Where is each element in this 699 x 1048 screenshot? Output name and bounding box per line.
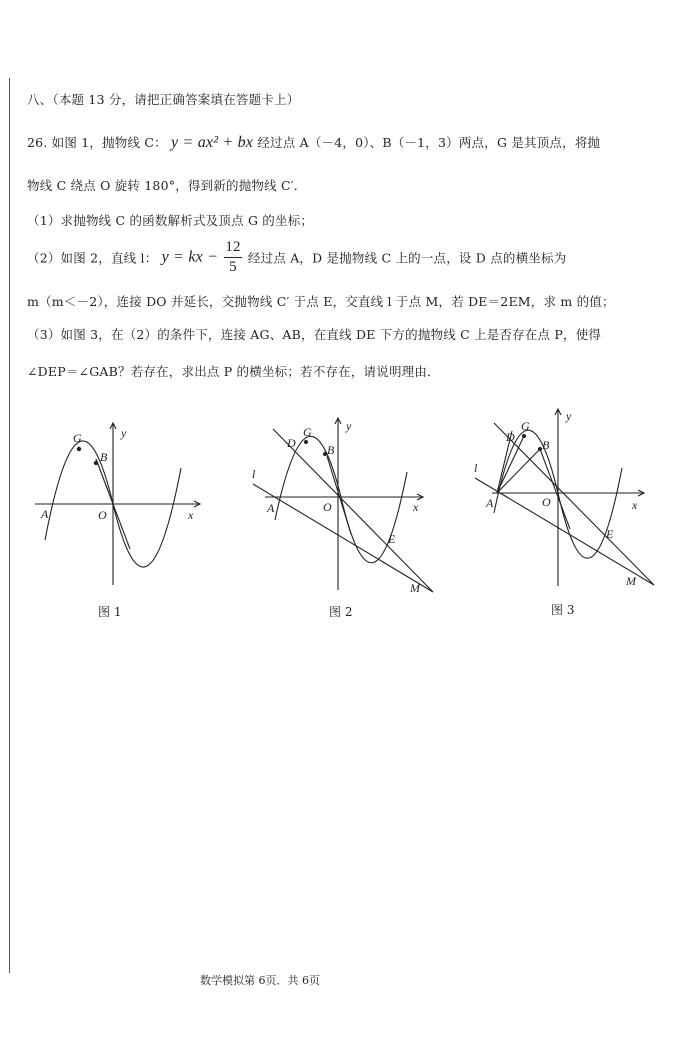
parabola-c-prime: [558, 468, 622, 558]
problem-line-2: 物线 C 绕点 O 旋转 180°，得到新的抛物线 C′．: [27, 178, 307, 193]
label-y: y: [566, 409, 572, 423]
segment-bo: [540, 449, 570, 529]
part2-suffix: 经过点 A，D 是抛物线 C 上的一点，设 D 点的横坐标为: [247, 250, 567, 266]
question-part-1: （1）求抛物线 C 的函数解析式及顶点 G 的坐标；: [27, 213, 314, 228]
label-d: D: [506, 430, 515, 444]
part2-prefix: （2）如图 2，直线 l：: [27, 250, 158, 266]
problem-intro-rest: 经过点 A（－4，0）、B（－1，3）两点，G 是其顶点，将抛: [257, 135, 601, 150]
point-g: [522, 434, 526, 438]
label-a: A: [486, 496, 494, 510]
label-b: B: [327, 443, 335, 457]
question-part-3: （3）如图 3，在（2）的条件下，连接 AG、AB，在直线 DE 下方的抛物线 C 上是否存在点 P，使得: [27, 327, 602, 342]
page-footer: 数学模拟第 6页．共 6页: [200, 974, 320, 987]
figure-2: [245, 410, 445, 605]
parabola-c-prime: [113, 468, 181, 567]
label-x: x: [632, 498, 638, 512]
parabola-formula: y = ax² + bx: [171, 134, 254, 151]
label-g: G: [303, 425, 312, 439]
label-m: M: [410, 581, 420, 595]
label-b: B: [542, 438, 550, 452]
label-y: y: [121, 426, 127, 440]
figure-2-caption: 图 2: [329, 605, 353, 619]
point-g: [304, 440, 308, 444]
question-part-3-cont: ∠DEP＝∠GAB？若存在，求出点 P 的横坐标；若不存在，请说明理由．: [27, 364, 440, 379]
label-a: A: [267, 501, 275, 515]
label-l: l: [252, 467, 256, 481]
label-o: O: [98, 508, 107, 522]
fraction: [224, 240, 241, 275]
point-g: [77, 447, 81, 451]
segment-ag: [497, 436, 524, 493]
segment-ab: [497, 449, 540, 493]
segment-bo: [327, 456, 351, 534]
label-a: A: [41, 507, 49, 521]
figure-3-caption: 图 3: [551, 603, 575, 617]
question-part-2-cont: m（m＜－2），连接 DO 并延长，交抛物线 C′ 于点 E，交直线 l 于点 M，若 DE＝2EM，求 m 的值；: [27, 294, 615, 309]
figure-3: [472, 403, 672, 603]
label-g: G: [521, 419, 530, 433]
label-m: M: [626, 574, 636, 588]
label-d: D: [287, 436, 296, 450]
label-e: E: [388, 532, 396, 546]
label-x: x: [188, 508, 194, 522]
problem-line-1: [27, 133, 600, 152]
label-x: x: [413, 500, 419, 514]
label-l: l: [474, 461, 478, 475]
page-margin-line: [9, 78, 10, 973]
point-b: [94, 461, 98, 465]
label-o: O: [542, 495, 551, 509]
label-b: B: [100, 450, 108, 464]
section-header: 八、（本题 13 分，请把正确答案填在答题卡上）: [27, 92, 300, 107]
fraction-denominator: 5: [229, 259, 237, 275]
label-y: y: [346, 419, 352, 433]
problem-intro: 26. 如图 1，抛物线 C：: [27, 135, 167, 150]
figure-1: [30, 415, 210, 605]
parabola-c-prime: [341, 472, 407, 563]
figure-1-caption: 图 1: [98, 605, 122, 619]
fraction-numerator: 12: [224, 240, 241, 258]
label-o: O: [323, 500, 332, 514]
line-formula: y = kx −: [161, 248, 219, 266]
label-g: G: [73, 431, 82, 445]
question-part-2: [27, 240, 566, 275]
label-e: E: [606, 527, 614, 541]
